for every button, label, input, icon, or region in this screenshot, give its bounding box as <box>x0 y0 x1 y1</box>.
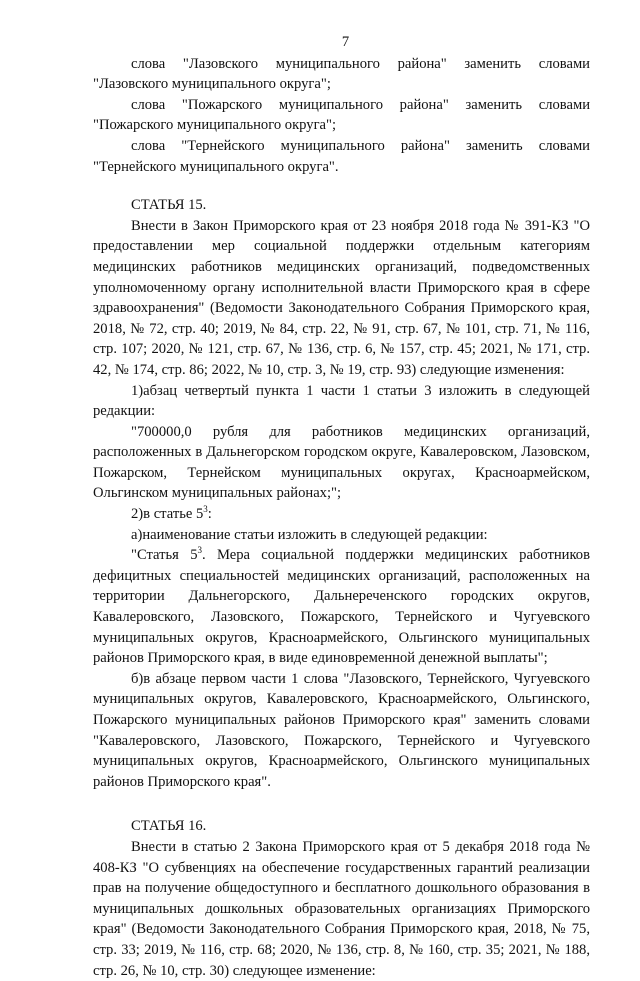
article-15-item-2b: б)в абзаце первом части 1 слова "Лазовского, Тернейского, Чугуевского муниципальных округов, Кавалеровского, Красноармейского, Ольгинского, Пожарского муниципальных районов Приморского края" заменить словами "Кавалеровского, Лазовского, Пожарского, Тернейского и Чугуевского муниципальных округов, Красноармейского, Ольгинского муниципальных районов Приморского края". <box>93 670 590 790</box>
quote-superscript: 3 <box>197 545 202 556</box>
replace-clause-pozharsky: слова "Пожарского муниципального района" заменить словами "Пожарского муниципального округа"; <box>93 96 590 134</box>
item-2-superscript: 3 <box>203 504 208 515</box>
article-15-item-2a: а)наименование статьи изложить в следующей редакции: <box>131 526 488 543</box>
article-16-intro: Внести в статью 2 Закона Приморского края от 5 декабря 2018 года № 408-КЗ "О субвенциях на обеспечение государственных гарантий реализации прав на получение общедоступного и бесплатного дошкольного образования в муниципальных дошкольных образовательных организациях Приморского края" (Ведомости Законодательного Собрания Приморского края, 2018, № 75, стр. 33; 2019, № 116, стр. 68; 2020, № 136, стр. 8, № 160, стр. 35; 2021, № 188, стр. 26, № 10, стр. 30) следующее изменение: <box>93 838 590 979</box>
article-15-item-1: 1)абзац четвертый пункта 1 части 1 статьи 3 изложить в следующей редакции: <box>93 382 590 420</box>
article-15-item-2 <box>93 504 590 525</box>
article-15-intro: Внести в Закон Приморского края от 23 ноября 2018 года № 391-КЗ "О предоставлении мер социальной поддержки отдельным категориям медицинских работников медицинских организаций, подведомственных уполномоченному органу исполнительной власти Приморского края в сфере здравоохранения" (Ведомости Законодательного Собрания Приморского края, 2018, № 72, стр. 40; 2019, № 84, стр. 22, № 91, стр. 67, № 101, стр. 71, № 116, стр. 107; 2020, № 121, стр. 67, № 136, стр. 6, № 157, стр. 45; 2021, № 171, стр. 42, № 174, стр. 86; 2022, № 10, стр. 3, № 19, стр. 93) следующие изменения: <box>93 217 590 378</box>
item-2-text: 2)в статье 5 <box>131 506 204 523</box>
item-2-colon: : <box>207 506 212 523</box>
article-15-item-2a-quote <box>93 545 590 669</box>
replace-clause-terneysky: слова "Тернейского муниципального района" заменить словами "Тернейского муниципального округа". <box>93 137 590 175</box>
replace-clause-lazovsky: слова "Лазовского муниципального района" заменить словами "Лазовского муниципального округа"; <box>93 55 590 93</box>
quote-title-rest: . Мера социальной поддержки медицинских работников дефицитных специальностей медицинских организаций, расположенных на территории Дальнегорского, Дальнереченского городских округов, Кавалеровского, Лазовского, Пожарского, Тернейского и Чугуевского муниципальных округов, Красноармейского, Ольгинского муниципальных районов Приморского края, в виде единовременной денежной выплаты"; <box>93 547 590 667</box>
quote-title-start: "Статья 5 <box>131 547 198 564</box>
article-15-item-1-quote: "700000,0 рубля для работников медицинских организаций, расположенных в Дальнегорском городском округе, Кавалеровском, Лазовском, Пожарском, Тернейском муниципальных округах, Красноармейском, Ольгинском муниципальных районах;"; <box>93 423 590 502</box>
article-15-heading: СТАТЬЯ 15. <box>131 197 207 214</box>
page-number: 7 <box>341 34 350 50</box>
article-16-heading: СТАТЬЯ 16. <box>131 818 207 835</box>
